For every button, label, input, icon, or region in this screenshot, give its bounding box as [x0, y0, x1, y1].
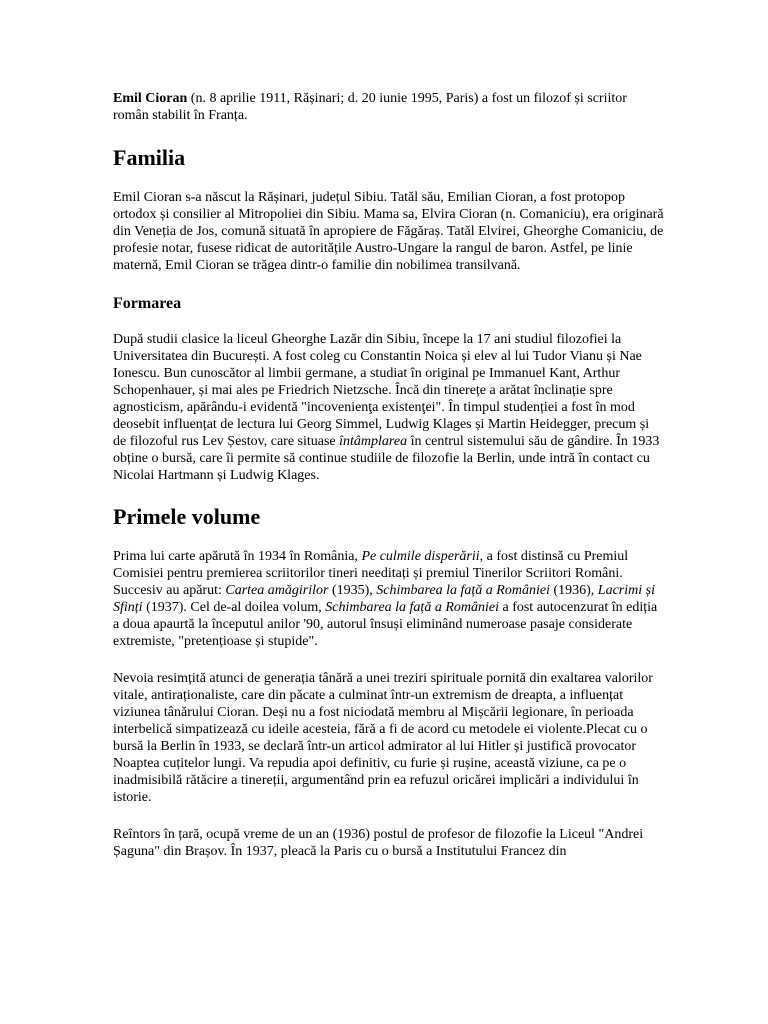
- section-heading-familia: Familia: [113, 145, 186, 170]
- book-title: Schimbarea la față a României: [325, 600, 499, 615]
- intro-text: (n. 8 aprilie 1911, Rășinari; d. 20 iunie 1995, Paris) a fost un filozof și scriitor român stabilit în Franța.: [113, 91, 627, 123]
- text-run: (1936),: [549, 583, 598, 598]
- article-body: [113, 90, 665, 880]
- text-run: , a fost distinsă cu Premiul Comisiei pentru premierea scriitorilor tineri needitați și premiul Tinerilor Scriitori Români. Succesiv au apărut:: [113, 549, 629, 598]
- primele-paragraph-3: Reîntors în țară, ocupă vreme de un an (1936) postul de profesor de filozofie la Liceul "Andrei Șaguna" din Brașov. În 1937, pleacă la Paris cu o bursă a Institutului Francez din: [113, 827, 644, 859]
- book-title: Cartea amăgirilor: [225, 583, 329, 598]
- book-title: Pe culmile disperării: [361, 549, 480, 564]
- primele-paragraph-1: [113, 548, 665, 650]
- primele-paragraph-2: Nevoia resimțită atunci de generația tânără a unei treziri spirituale pornită din exaltarea valorilor vitale, antiraționaliste, care din păcate a culminat într-un extremism de dreapta, a influențat viziunea tânărului Cioran. Deși nu a fost niciodată membru al Mișcării legionare, în perioada interbelică simpatizează cu ideile acesteia, fără a fi de acord cu metodele ei violente.Plecat cu o bursă la Berlin în 1933, se declară într-un articol admirator al lui Hitler și justifică provocator Noaptea cuțitelor lungi. Va repudia apoi definitiv, cu furie și rușine, această viziune, ca pe o inadmisibilă rătăcire a tinereții, argumentând prin ea refuzul oricărei implicări a individului în istorie.: [113, 671, 653, 805]
- subject-name: Emil Cioran: [113, 91, 188, 106]
- formarea-paragraph: [113, 331, 665, 484]
- intro-paragraph: [113, 90, 665, 124]
- section-heading-formarea: Formarea: [113, 295, 182, 312]
- text-run: (1935),: [328, 583, 377, 598]
- book-title: Lacrimi și Sfinți: [113, 583, 655, 615]
- formarea-text-2: în centrul sistemului său de gândire. În 1933 obține o bursă, care îi permite să continue studiile de filozofie la Berlin, unde intră în contact cu Nicolai Hartmann și Ludwig Klages.: [113, 434, 660, 483]
- familia-paragraph: Emil Cioran s-a născut la Rășinari, județul Sibiu. Tatăl său, Emilian Cioran, a fost protopop ortodox și consilier al Mitropoliei din Sibiu. Mama sa, Elvira Cioran (n. Comaniciu), era originară din Veneția de Jos, comună situată în apropiere de Făgăraș. Tatăl Elvirei, Gheorghe Comaniciu, de profesie notar, fusese ridicat de autoritățile Austro-Ungare la rangul de baron. Astfel, pe linie maternă, Emil Cioran se trăgea dintr-o familie din nobilimea transilvană.: [113, 190, 664, 273]
- section-heading-primele-volume: Primele volume: [113, 504, 261, 529]
- text-run: a fost autocenzurat în ediția a doua apaurtă la începutul anilor '90, autorul însuși eliminând numeroase pasaje considerate extremiste, "pretențioase și stupide".: [113, 600, 658, 649]
- formarea-italic: întâmplarea: [339, 434, 408, 449]
- formarea-text-1: După studii clasice la liceul Gheorghe Lazăr din Sibiu, începe la 17 ani studiul filozofiei la Universitatea din București. A fost coleg cu Constantin Noica și elev al lui Tudor Vianu și Nae Ionescu. Bun cunoscător al limbii germane, a studiat în original pe Immanuel Kant, Arthur Schopenhauer, și mai ales pe Friedrich Nietzsche. Încă din tinerețe a arătat înclinație spre agnosticism, apărându-i evidentă "incovenienţa existenţei". În timpul studenției a fost în mod deosebit influențat de lectura lui Georg Simmel, Ludwig Klages și Martin Heidegger, precum și de filozoful rus Lev Șestov, care situase: [113, 332, 650, 449]
- text-run: (1937). Cel de-al doilea volum,: [142, 600, 326, 615]
- text-run: Prima lui carte apărută în 1934 în România,: [113, 549, 362, 564]
- book-title: Schimbarea la față a României: [376, 583, 550, 598]
